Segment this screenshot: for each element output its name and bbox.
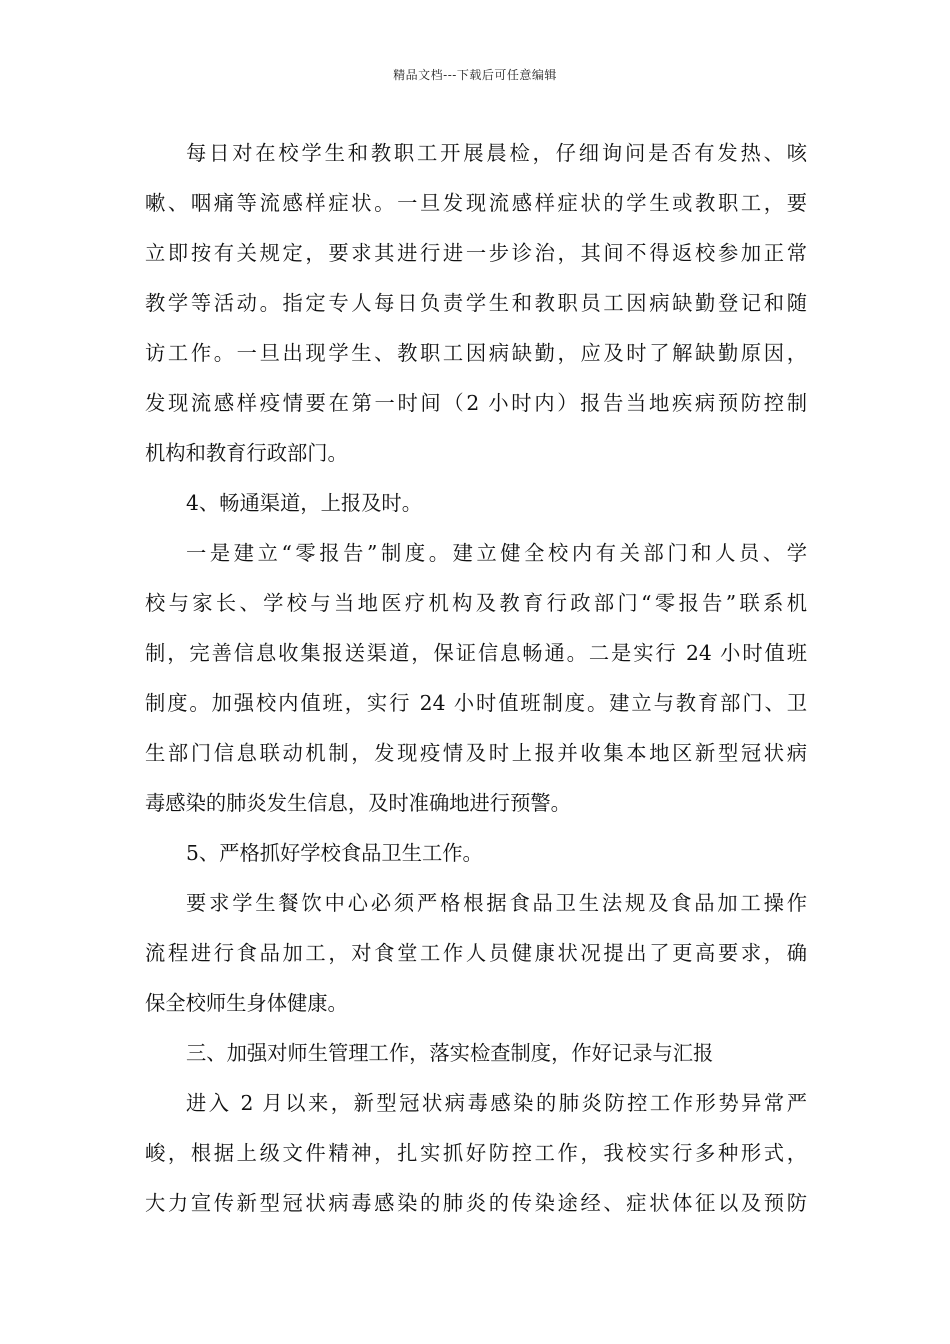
section-heading: 4、畅通渠道，上报及时。	[186, 491, 422, 515]
paragraph-line: 进入 2 月以来，新型冠状病毒感染的肺炎防控工作形势异常严	[186, 1091, 807, 1115]
section-heading: 5、严格抓好学校食品卫生工作。	[186, 841, 483, 865]
paragraph-line: 校与家长、学校与当地医疗机构及教育行政部门“零报告”联系机	[145, 591, 807, 615]
document-body	[145, 128, 807, 1228]
paragraph-line: 大力宣传新型冠状病毒感染的肺炎的传染途经、症状体征以及预防	[145, 1191, 807, 1215]
paragraph-line: 制，完善信息收集报送渠道，保证信息畅通。二是实行 24 小时值班	[145, 641, 807, 665]
paragraph-line: 机构和教育行政部门。	[145, 441, 348, 465]
paragraph-line: 峻，根据上级文件精神，扎实抓好防控工作，我校实行多种形式，	[145, 1141, 807, 1165]
page-header: 精品文档---下载后可任意编辑	[393, 68, 557, 82]
section-heading: 三、加强对师生管理工作，落实检查制度，作好记录与汇报	[186, 1041, 714, 1065]
paragraph-line: 教学等活动。指定专人每日负责学生和教职员工因病缺勤登记和随	[145, 291, 807, 315]
paragraph-line: 要求学生餐饮中心必须严格根据食品卫生法规及食品加工操作	[186, 891, 807, 915]
paragraph-line: 发现流感样疫情要在第一时间（2 小时内）报告当地疾病预防控制	[145, 391, 807, 415]
paragraph-line: 访工作。一旦出现学生、教职工因病缺勤，应及时了解缺勤原因，	[145, 341, 807, 365]
paragraph-line: 制度。加强校内值班，实行 24 小时值班制度。建立与教育部门、卫	[145, 691, 807, 715]
paragraph-line: 一是建立“零报告”制度。建立健全校内有关部门和人员、学	[186, 541, 807, 565]
paragraph-line: 嗽、咽痛等流感样症状。一旦发现流感样症状的学生或教职工，要	[145, 191, 807, 215]
paragraph-line: 毒感染的肺炎发生信息，及时准确地进行预警。	[145, 791, 571, 815]
paragraph-line: 每日对在校学生和教职工开展晨检，仔细询问是否有发热、咳	[186, 141, 807, 165]
paragraph-line: 保全校师生身体健康。	[145, 991, 348, 1015]
paragraph-line: 生部门信息联动机制，发现疫情及时上报并收集本地区新型冠状病	[145, 741, 807, 765]
paragraph-line: 流程进行食品加工，对食堂工作人员健康状况提出了更高要求，确	[145, 941, 807, 965]
paragraph-line: 立即按有关规定，要求其进行进一步诊治，其间不得返校参加正常	[145, 241, 807, 265]
